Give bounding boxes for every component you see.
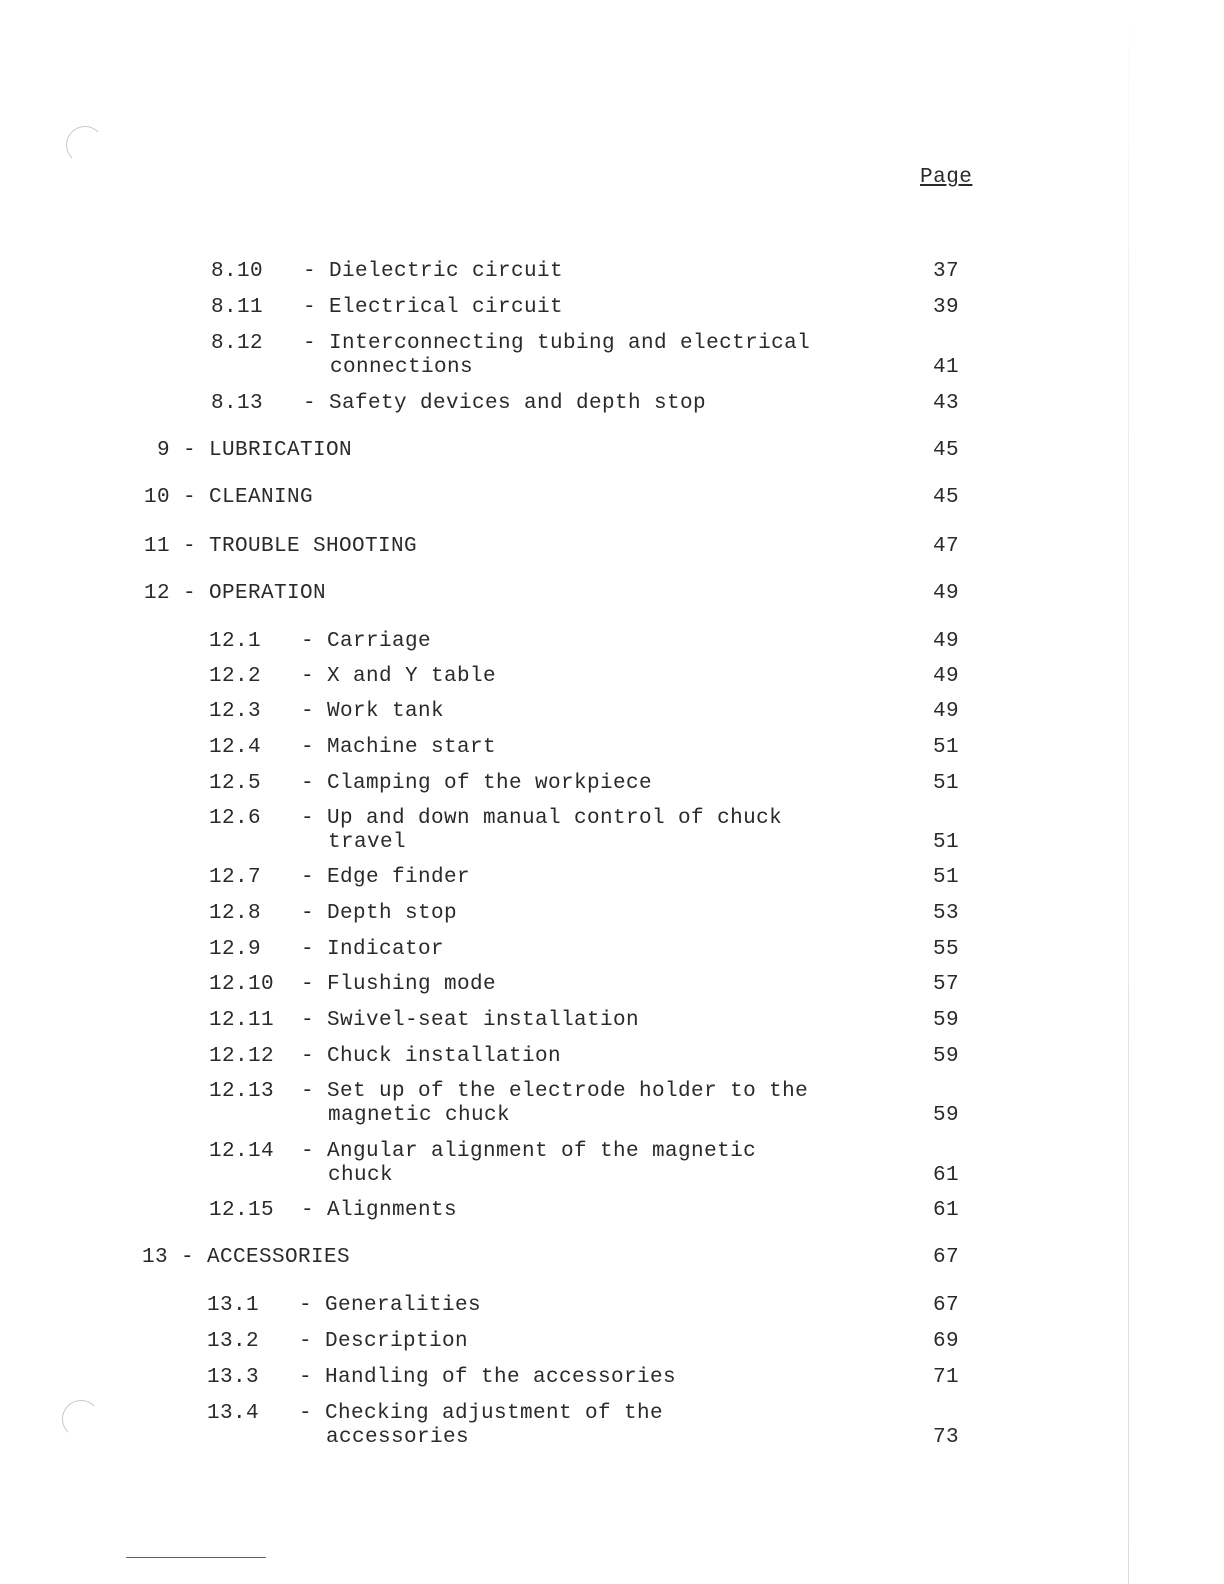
toc-entry-13-3 <box>0 1366 1224 1390</box>
toc-number: 12.1 <box>209 630 262 653</box>
toc-title: - Checking adjustment of the <box>299 1402 664 1425</box>
toc-number: 12.5 <box>209 772 262 795</box>
toc-entry-12-6 <box>0 807 1224 855</box>
toc-entry-12-8 <box>0 902 1224 926</box>
toc-title: - Electrical circuit <box>303 296 564 319</box>
toc-page: 51 <box>933 831 960 854</box>
toc-entry-12-11 <box>0 1009 1224 1033</box>
toc-entry-9 <box>0 439 1224 463</box>
toc-entry-12-14 <box>0 1140 1224 1188</box>
toc-entry-12-5 <box>0 772 1224 796</box>
toc-page: 61 <box>933 1199 960 1222</box>
toc-page: 61 <box>933 1164 960 1187</box>
toc-entry-8-11 <box>0 296 1224 320</box>
toc-number: 12.10 <box>209 973 275 996</box>
toc-title: - X and Y table <box>301 665 497 688</box>
toc-entry-12-13 <box>0 1080 1224 1128</box>
toc-entry-11 <box>0 535 1224 559</box>
toc-entry-13-2 <box>0 1330 1224 1354</box>
toc-page: 67 <box>933 1246 960 1269</box>
toc-entry-12-3 <box>0 700 1224 724</box>
toc-number: 12.14 <box>209 1140 275 1163</box>
toc-number: 8.12 <box>211 332 264 355</box>
toc-entry-8-12 <box>0 332 1224 380</box>
toc-page: 49 <box>933 665 960 688</box>
toc-entry-10 <box>0 486 1224 510</box>
toc-title: - Dielectric circuit <box>303 260 564 283</box>
toc-title: - Interconnecting tubing and electrical <box>303 332 811 355</box>
toc-entry-12-12 <box>0 1045 1224 1069</box>
toc-entry-8-10 <box>0 260 1224 284</box>
toc-number: 12.4 <box>209 736 262 759</box>
toc-number: 11 <box>144 535 171 558</box>
toc-page: 45 <box>933 439 960 462</box>
toc-title-continued: accessories <box>326 1426 470 1449</box>
toc-number: 12 <box>144 582 171 605</box>
toc-number: 12.15 <box>209 1199 275 1222</box>
toc-title: - Set up of the electrode holder to the <box>301 1080 809 1103</box>
toc-entry-12-15 <box>0 1199 1224 1223</box>
punch-hole-mark-top <box>66 126 104 164</box>
toc-entry-13-1 <box>0 1294 1224 1318</box>
page-column-heading: Page <box>920 166 973 189</box>
toc-title: - Up and down manual control of chuck <box>301 807 783 830</box>
toc-title: - Swivel-seat installation <box>301 1009 640 1032</box>
toc-title-continued: travel <box>328 831 407 854</box>
toc-number: 8.13 <box>211 392 264 415</box>
toc-page: 53 <box>933 902 960 925</box>
toc-page: 43 <box>933 392 960 415</box>
toc-entry-12-10 <box>0 973 1224 997</box>
toc-number: 9 <box>157 439 171 462</box>
toc-number: 12.2 <box>209 665 262 688</box>
toc-title: - CLEANING <box>183 486 314 509</box>
toc-number: 12.9 <box>209 938 262 961</box>
toc-title: - Flushing mode <box>301 973 497 996</box>
toc-title-continued: chuck <box>328 1164 394 1187</box>
toc-number: 13 <box>142 1246 169 1269</box>
toc-page: 49 <box>933 700 960 723</box>
toc-entry-8-13 <box>0 392 1224 416</box>
toc-title: - Safety devices and depth stop <box>303 392 707 415</box>
toc-entry-12 <box>0 582 1224 606</box>
toc-page: 51 <box>933 772 960 795</box>
toc-entry-12-7 <box>0 866 1224 890</box>
toc-number: 13.2 <box>207 1330 260 1353</box>
toc-page: 41 <box>933 356 960 379</box>
toc-number: 8.10 <box>211 260 264 283</box>
toc-page: 55 <box>933 938 960 961</box>
toc-title: - Indicator <box>301 938 445 961</box>
toc-title: - Carriage <box>301 630 432 653</box>
toc-page: 59 <box>933 1009 960 1032</box>
toc-number: 8.11 <box>211 296 264 319</box>
toc-number: 12.3 <box>209 700 262 723</box>
toc-title: - Work tank <box>301 700 445 723</box>
toc-number: 12.11 <box>209 1009 275 1032</box>
toc-page: 37 <box>933 260 960 283</box>
toc-page: 47 <box>933 535 960 558</box>
toc-number: 13.4 <box>207 1402 260 1425</box>
toc-title: - OPERATION <box>183 582 327 605</box>
toc-entry-13-4 <box>0 1402 1224 1450</box>
toc-page: 67 <box>933 1294 960 1317</box>
toc-title: - Depth stop <box>301 902 458 925</box>
toc-title: - Generalities <box>299 1294 482 1317</box>
toc-page: 59 <box>933 1104 960 1127</box>
toc-entry-12-4 <box>0 736 1224 760</box>
toc-page: 51 <box>933 866 960 889</box>
toc-title: - Angular alignment of the magnetic <box>301 1140 757 1163</box>
toc-entry-12-1 <box>0 630 1224 654</box>
toc-title-continued: magnetic chuck <box>328 1104 511 1127</box>
toc-title: - TROUBLE SHOOTING <box>183 535 418 558</box>
toc-number: 12.7 <box>209 866 262 889</box>
toc-page: 57 <box>933 973 960 996</box>
toc-title: - Alignments <box>301 1199 458 1222</box>
toc-page: 51 <box>933 736 960 759</box>
toc-title: - Clamping of the workpiece <box>301 772 653 795</box>
toc-title: - Machine start <box>301 736 497 759</box>
toc-title: - Handling of the accessories <box>299 1366 677 1389</box>
toc-entry-12-2 <box>0 665 1224 689</box>
toc-number: 10 <box>144 486 171 509</box>
toc-page: 69 <box>933 1330 960 1353</box>
toc-page: 49 <box>933 582 960 605</box>
toc-page: 71 <box>933 1366 960 1389</box>
toc-title-continued: connections <box>330 356 474 379</box>
toc-page: 59 <box>933 1045 960 1068</box>
toc-number: 13.1 <box>207 1294 260 1317</box>
toc-title: - Description <box>299 1330 469 1353</box>
toc-title: - ACCESSORIES <box>181 1246 351 1269</box>
toc-page: 49 <box>933 630 960 653</box>
toc-number: 12.13 <box>209 1080 275 1103</box>
footnote-rule <box>126 1557 266 1558</box>
toc-number: 12.12 <box>209 1045 275 1068</box>
toc-title: - Chuck installation <box>301 1045 562 1068</box>
toc-number: 12.6 <box>209 807 262 830</box>
toc-entry-13 <box>0 1246 1224 1270</box>
toc-page: 39 <box>933 296 960 319</box>
toc-title: - Edge finder <box>301 866 471 889</box>
toc-title: - LUBRICATION <box>183 439 353 462</box>
toc-number: 12.8 <box>209 902 262 925</box>
toc-entry-12-9 <box>0 938 1224 962</box>
toc-number: 13.3 <box>207 1366 260 1389</box>
toc-page: 45 <box>933 486 960 509</box>
toc-page: 73 <box>933 1426 960 1449</box>
